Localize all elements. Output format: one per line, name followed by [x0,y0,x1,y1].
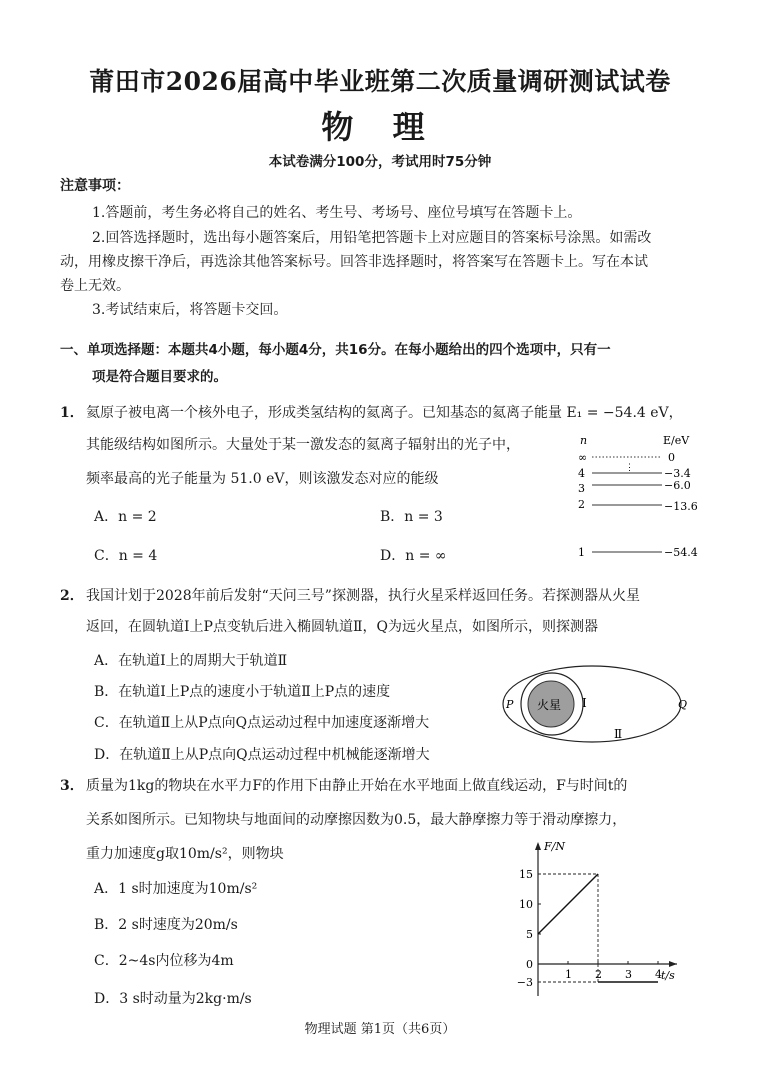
q2-stem-1: 我国计划于2028年前后发射“天问三号”探测器，执行火星采样返回任务。若探测器从火星 [86,588,640,604]
q3-number: 3． [60,778,84,794]
q1-stem-2: 其能级结构如图所示。大量处于某一激发态的氦离子辐射出的光子中， [86,437,520,453]
x-axis-label: t/s [661,969,675,982]
f-rising-segment [538,874,598,934]
q1-option-d: D．n = ∞ [380,548,447,564]
note-2c: 卷上无效。 [60,278,130,294]
orbit-diagram [502,664,694,762]
q3-stem-2: 关系如图所示。已知物块与地面间的动摩擦因数为0.5，最大静摩擦力等于滑动摩擦力， [86,812,627,828]
q1-stem-3: 频率最高的光子能量为 51.0 eV，则该激发态对应的能级 [86,471,439,487]
section-heading-cont: 项是符合题目要求的。 [92,369,227,385]
y-tick-label-15: 15 [519,868,533,881]
q3-option-d: D．3 s时动量为2kg·m/s [94,991,252,1007]
level-2-n: 2 [578,498,585,511]
x-tick-label-3: 3 [625,968,632,981]
subject-title: 物 理 [321,108,439,146]
q2-option-c: C．在轨道Ⅱ上从P点向Q点运动过程中加速度逐渐增大 [94,715,430,731]
y-axis-label: F/N [544,840,565,853]
q2-stem-2: 返回，在圆轨道Ⅰ上P点变轨后进入椭圆轨道Ⅱ，Q为远火星点，如图所示，则探测器 [86,619,598,635]
ellipsis-dots: ⋮ [625,463,634,473]
y-axis-arrow [535,842,541,850]
x-tick-label-4: 4 [655,968,662,981]
q2-option-b: B．在轨道Ⅰ上P点的速度小于轨道Ⅱ上P点的速度 [94,684,391,700]
y-tick-label-5: 5 [526,928,533,941]
notes-heading: 注意事项： [60,178,130,194]
q3-option-c: C．2~4s内位移为4m [94,953,234,969]
level-2-e: −13.6 [664,500,698,513]
q2-option-a: A．在轨道Ⅰ上的周期大于轨道Ⅱ [94,653,288,669]
note-2a: 2.回答选择题时，选出每小题答案后，用铅笔把答题卡上对应题目的答案标号涂黑。如需改 [92,230,652,246]
note-3: 3.考试结束后，将答题卡交回。 [92,302,288,318]
x-tick-label-2: 2 [595,968,602,981]
point-q-label: Q [678,698,688,711]
x-tick-label-1: 1 [565,968,572,981]
level-1-e: −54.4 [664,546,698,559]
y-tick-label--3: −3 [516,976,533,989]
orbit-ii-label: Ⅱ [614,727,623,741]
page-footer: 物理试题 第1页（共6页） [304,1022,456,1037]
note-2b: 动，用橡皮擦干净后，再选涂其他答案标号。回答非选择题时，将答案写在答题卡上。写在本试 [60,254,648,270]
energy-level-diagram [570,430,710,565]
level-4-e: −3.4 [664,467,691,480]
mars-label: 火星 [537,698,562,712]
q1-option-b: B．n = 3 [380,509,443,525]
force-time-chart [512,836,704,1000]
note-1: 1.答题前，考生务必将自己的姓名、考生号、考场号、座位号填写在答题卡上。 [92,205,582,221]
q1-option-a: A．n = 2 [94,509,157,525]
q1-stem-1: 氦原子被电离一个核外电子，形成类氢结构的氦离子。已知基态的氦离子能量 E₁ = −54.4 eV， [86,405,683,421]
q3-stem-1: 质量为1kg的物块在水平力F的作用下由静止开始在水平地面上做直线运动，F与时间t的 [86,778,628,794]
q2-number: 2． [60,588,84,604]
q1-option-c: C．n = 4 [94,548,158,564]
exam-title: 莆田市2026届高中毕业班第二次质量调研测试试卷 [89,67,671,96]
level-inf-e: 0 [668,451,675,464]
level-3-n: 3 [578,482,585,495]
q3-option-a: A．1 s时加速度为10m/s² [94,881,258,897]
section-heading: 一、单项选择题：本题共4小题，每小题4分，共16分。在每小题给出的四个选项中，只有一 [60,342,611,358]
y-tick-label-10: 10 [519,898,533,911]
e-header: E/eV [663,434,690,447]
y-tick-label-0: 0 [526,958,533,971]
point-p-label: P [506,698,514,711]
level-1-n: 1 [578,546,585,559]
exam-info: 本试卷满分100分，考试用时75分钟 [268,154,492,170]
level-inf-n: ∞ [578,451,588,464]
n-header: n [580,434,588,447]
x-axis-arrow [669,961,677,967]
level-3-e: −6.0 [664,479,691,492]
q3-option-b: B．2 s时速度为20m/s [94,917,238,933]
q1-number: 1． [60,405,84,421]
orbit-i-label: Ⅰ [582,696,587,710]
q2-option-d: D．在轨道Ⅱ上从P点向Q点运动过程中机械能逐渐增大 [94,747,430,763]
level-4-n: 4 [578,467,585,480]
q3-stem-3: 重力加速度g取10m/s²，则物块 [86,846,284,862]
